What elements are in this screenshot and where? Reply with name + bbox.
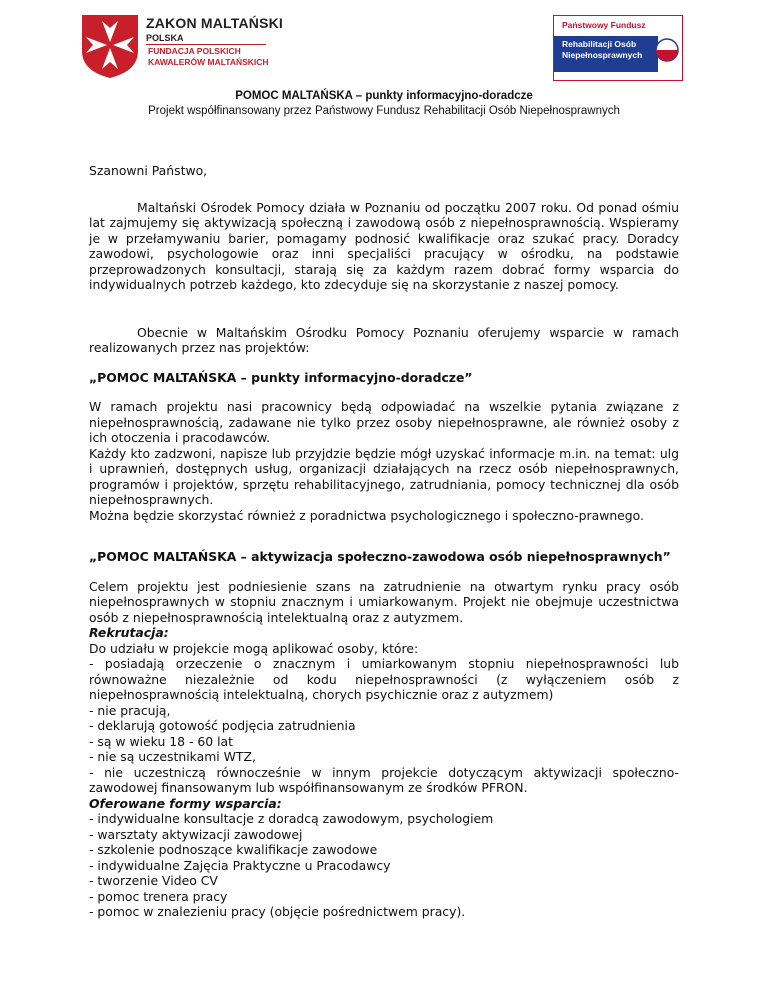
foundation-line-1: FUNDACJA POLSKICH — [148, 46, 241, 56]
support-item: - warsztaty aktywizacji zawodowej — [89, 826, 303, 842]
order-of-malta-logo — [80, 13, 284, 79]
project1-paragraph-2: Każdy kto zadzwoni, napisze lub przyjdzie będzie mógł uzyskać informacje m.in. na temat: ulg i uprawnień, dostępnych usług, organizacji działających na rzecz osób niepełnosprawnych, programów i projektów, sprzętu rehabilitacyjnego, zatrudniania, pomocy technicznej dla osób niepełnosprawnych. — [89, 445, 679, 507]
org-country: POLSKA — [146, 33, 184, 43]
foundation-name — [148, 46, 269, 68]
pfron-logo — [553, 15, 683, 81]
salutation: Szanowni Państwo, — [89, 163, 208, 178]
maltese-cross-icon — [80, 13, 140, 79]
criteria-item: - nie pracują, — [89, 702, 171, 718]
org-name: ZAKON MALTAŃSKI — [146, 15, 284, 31]
pfron-subtitle — [562, 39, 642, 61]
project1-paragraph-1: W ramach projektu nasi pracownicy będą odpowiadać na wszelkie pytania związane z niepełnosprawnością, zadawane nie tylko przez osoby niepełnosprawne, ale również osoby z ich otoczenia i pracodawców. — [89, 399, 679, 445]
support-item: - pomoc trenera pracy — [89, 888, 228, 904]
pfron-title: Państwowy Fundusz — [562, 20, 646, 30]
recruitment-intro: Do udziału w projekcie mogą aplikować osoby, które: — [89, 640, 419, 656]
support-item: - tworzenie Video CV — [89, 873, 218, 888]
pfron-line-2: Rehabilitacji Osób — [562, 39, 637, 49]
offer-paragraph: Obecnie w Maltańskim Ośrodku Pomocy Poznaniu oferujemy wsparcie w ramach realizowanych przez nas projektów: — [89, 324, 679, 355]
criteria-item: - nie są uczestnikami WTZ, — [89, 749, 256, 764]
page-subtitle: Projekt współfinansowany przez Państwowy Fundusz Rehabilitacji Osób Niepełnosprawnych — [148, 105, 620, 117]
criteria-item: - posiadają orzeczenie o znacznym i umiarkowanym stopniu niepełnosprawności lub równoważne niezależnie od kodu niepełnosprawności (z wyłączeniem osób z niepełnosprawnością intelektualną, chorych psychicznie oraz z autyzmem) — [89, 656, 679, 702]
pfron-emblem-icon — [654, 33, 680, 67]
project1-paragraph-3: Można będzie skorzystać również z poradnictwa psychologicznego i społeczno-prawnego. — [89, 507, 644, 523]
recruitment-label: Rekrutacja: — [89, 625, 169, 640]
letter-body — [89, 163, 679, 920]
project1-heading: „POMOC MALTAŃSKA – punkty informacyjno-doradcze” — [89, 369, 473, 385]
foundation-line-2: KAWALERÓW MALTAŃSKICH — [148, 57, 269, 67]
logo-divider — [146, 44, 266, 45]
project2-heading: „POMOC MALTAŃSKA – aktywizacja społeczno-zawodowa osób niepełnosprawnych” — [89, 549, 671, 564]
intro-paragraph: Maltański Ośrodek Pomocy działa w Poznaniu od początku 2007 roku. Od ponad ośmiu lat zajmujemy się aktywizacją społeczną i zawodową osób z niepełnosprawnością. Wspieramy je w przełamywaniu barier, pomagamy podnosić kwalifikacje oraz szukać pracy. Doradcy zawodowi, psychologowie oraz inni specjaliści pracujący w ośrodku, na podstawie przeprowadzonych konsultacji, starają się za każdym razem dobrać formy wsparcia do indywidualnych potrzeb każdego, kto zdecyduje się na skorzystanie z naszej pomocy. — [89, 199, 679, 292]
support-item: - szkolenie podnoszące kwalifikacje zawodowe — [89, 842, 378, 857]
support-item: - indywidualne konsultacje z doradcą zawodowym, psychologiem — [89, 811, 494, 826]
page-title: POMOC MALTAŃSKA – punkty informacyjno-doradcze — [235, 90, 533, 102]
support-item: - indywidualne Zajęcia Praktyczne u Pracodawcy — [89, 857, 391, 873]
support-item: - pomoc w znalezieniu pracy (objęcie pośrednictwem pracy). — [89, 904, 466, 919]
pfron-line-3: Niepełnosprawnych — [562, 50, 643, 60]
support-label: Oferowane formy wsparcia: — [89, 795, 282, 811]
project2-goal: Celem projektu jest podniesienie szans na zatrudnienie na otwartym rynku pracy osób niepełnosprawnych w stopniu znacznym i umiarkowanym. Projekt nie obejmuje uczestnictwa osób z niepełnosprawnością intelektualną oraz z autyzmem. — [89, 578, 679, 625]
criteria-item: - są w wieku 18 - 60 lat — [89, 733, 233, 749]
criteria-item: - nie uczestniczą równocześnie w innym projekcie dotyczącym aktywizacji społeczno-zawodowej finansowanym lub współfinansowanym ze środków PFRON. — [89, 764, 679, 795]
criteria-item: - deklarują gotowość podjęcia zatrudnienia — [89, 718, 356, 733]
